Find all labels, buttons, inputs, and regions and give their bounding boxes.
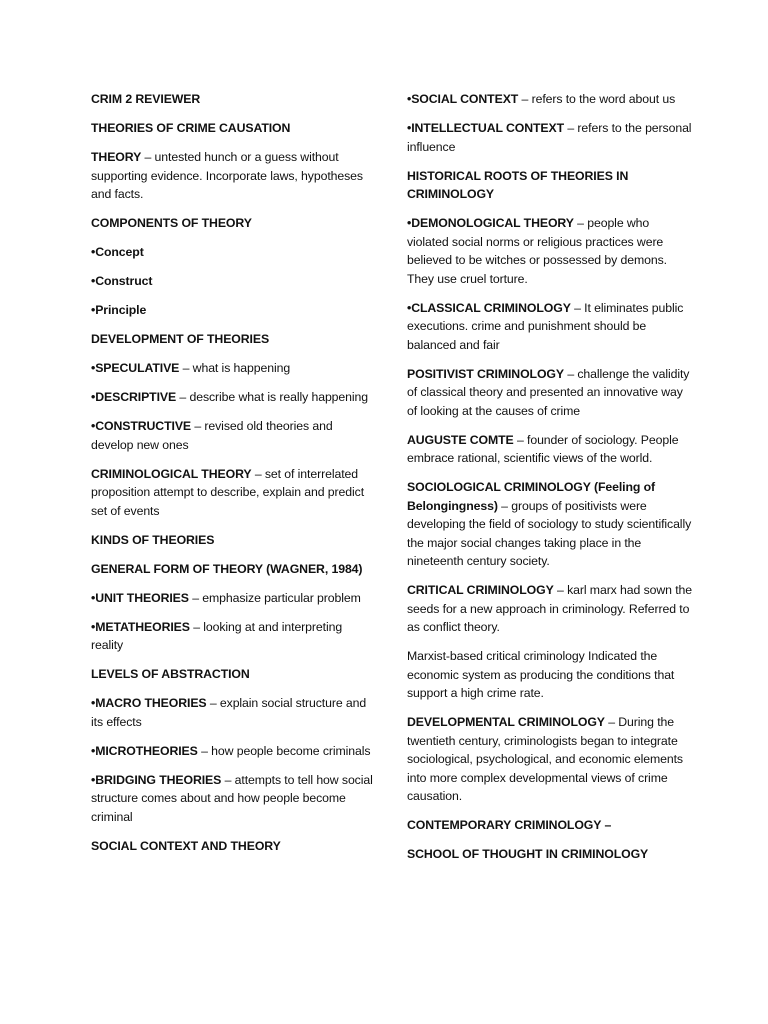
definition-paragraph [407,214,692,288]
definition-paragraph [91,618,376,655]
definition-term: •DESCRIPTIVE [91,390,177,404]
section-heading: THEORIES OF CRIME CAUSATION [91,121,291,135]
section-heading: CONTEMPORARY CRIMINOLOGY – [407,818,612,832]
definition-term: •MACRO THEORIES [91,696,207,710]
section-heading: LEVELS OF ABSTRACTION [91,667,250,681]
section-heading: COMPONENTS OF THEORY [91,216,252,230]
definition-paragraph [91,388,376,407]
definition-term: POSITIVIST CRIMINOLOGY [407,366,564,381]
definition-text: – people who violated social norms or religious practices were believed to be witches or possessed by demons. They use cruel torture. [407,216,667,286]
definition-text: – untested hunch or a guess without supporting evidence. Incorporate laws, hypotheses and facts. [91,150,363,201]
definition-paragraph [91,465,376,521]
definition-term: CRITICAL CRIMINOLOGY [407,583,554,597]
definition-paragraph [407,119,692,156]
definition-term: •MICROTHEORIES [91,743,198,758]
definition-paragraph [407,431,692,468]
definition-paragraph [407,365,692,421]
definition-term: •UNIT THEORIES [91,590,189,605]
definition-text: – how people become criminals [197,743,371,758]
definition-text: – It eliminates public executions. crime and punishment should be balanced and fair [407,300,684,352]
definition-text: – groups of positivists were developing the field of sociology to study scientifically the major social changes taking place in the nineteenth century society. [407,498,692,568]
definition-term: •CLASSICAL CRIMINOLOGY [407,300,571,315]
definition-paragraph [91,417,376,454]
definition-text: – attempts to tell how social structure comes about and how people become criminal [91,772,373,824]
bullet-item: •Concept [91,245,144,259]
definition-paragraph [91,148,376,204]
definition-text: – looking at and interpreting reality [91,619,343,652]
definition-paragraph [91,694,376,731]
left-column [91,90,376,866]
definition-term: •METATHEORIES [91,619,190,634]
definition-text: – karl marx had sown the seeds for a new approach in criminology. Referred to as conflict theory. [407,583,692,634]
definition-paragraph [407,581,692,637]
definition-text: – describe what is really happening [176,390,369,404]
definition-term: THEORY [91,150,142,164]
bullet-item: •Construct [91,274,153,288]
definition-paragraph [407,299,692,355]
body-paragraph: Marxist-based critical criminology Indicated the economic system as producing the conditions that support a high crime rate. [407,649,675,700]
definition-paragraph [91,771,376,827]
definition-paragraph [91,359,376,378]
definition-text: – revised old theories and develop new ones [91,419,333,452]
definition-text: – founder of sociology. People embrace rational, scientific views of the world. [407,432,679,465]
definition-paragraph [407,478,692,571]
definition-text: – what is happening [179,361,291,375]
definition-paragraph [91,742,376,761]
definition-paragraph [91,589,376,608]
section-heading: GENERAL FORM OF THEORY (WAGNER, 1984) [91,561,363,576]
definition-term: •BRIDGING THEORIES [91,772,222,787]
definition-term: SOCIOLOGICAL CRIMINOLOGY (Feeling of Belongingness) [407,480,656,513]
definition-text: – set of interrelated proposition attempt to describe, explain and predict set of events [91,466,365,518]
definition-paragraph [407,90,692,109]
definition-term: •INTELLECTUAL CONTEXT [407,121,565,135]
definition-text: – challenge the validity of classical theory and presented an innovative way of looking at the causes of crime [407,366,690,418]
definition-term: •DEMONOLOGICAL THEORY [407,216,574,230]
section-heading: SCHOOL OF THOUGHT IN CRIMINOLOGY [407,847,649,861]
definition-text: – refers to the word about us [518,92,676,106]
definition-paragraph [407,713,692,806]
definition-text: – explain social structure and its effects [91,696,367,729]
section-heading: DEVELOPMENT OF THEORIES [91,332,270,346]
definition-term: •SOCIAL CONTEXT [407,92,519,106]
definition-term: CRIMINOLOGICAL THEORY [91,466,252,481]
definition-text: – emphasize particular problem [188,590,361,605]
document-title: CRIM 2 REVIEWER [91,92,201,106]
definition-term: DEVELOPMENTAL CRIMINOLOGY [407,715,605,729]
section-heading: HISTORICAL ROOTS OF THEORIES IN CRIMINOLOGY [407,168,629,201]
section-heading: SOCIAL CONTEXT AND THEORY [91,838,281,853]
definition-term: AUGUSTE COMTE [407,432,514,447]
bullet-item: •Principle [91,303,147,317]
right-column [407,90,692,874]
section-heading: KINDS OF THEORIES [91,532,215,547]
definition-text: – During the twentieth century, criminologists began to integrate sociological, psychological, and economic elements into more complex developmental views of crime causation. [407,715,683,803]
definition-term: •CONSTRUCTIVE [91,419,192,433]
definition-text: – refers to the personal influence [407,121,692,154]
definition-term: •SPECULATIVE [91,361,180,375]
